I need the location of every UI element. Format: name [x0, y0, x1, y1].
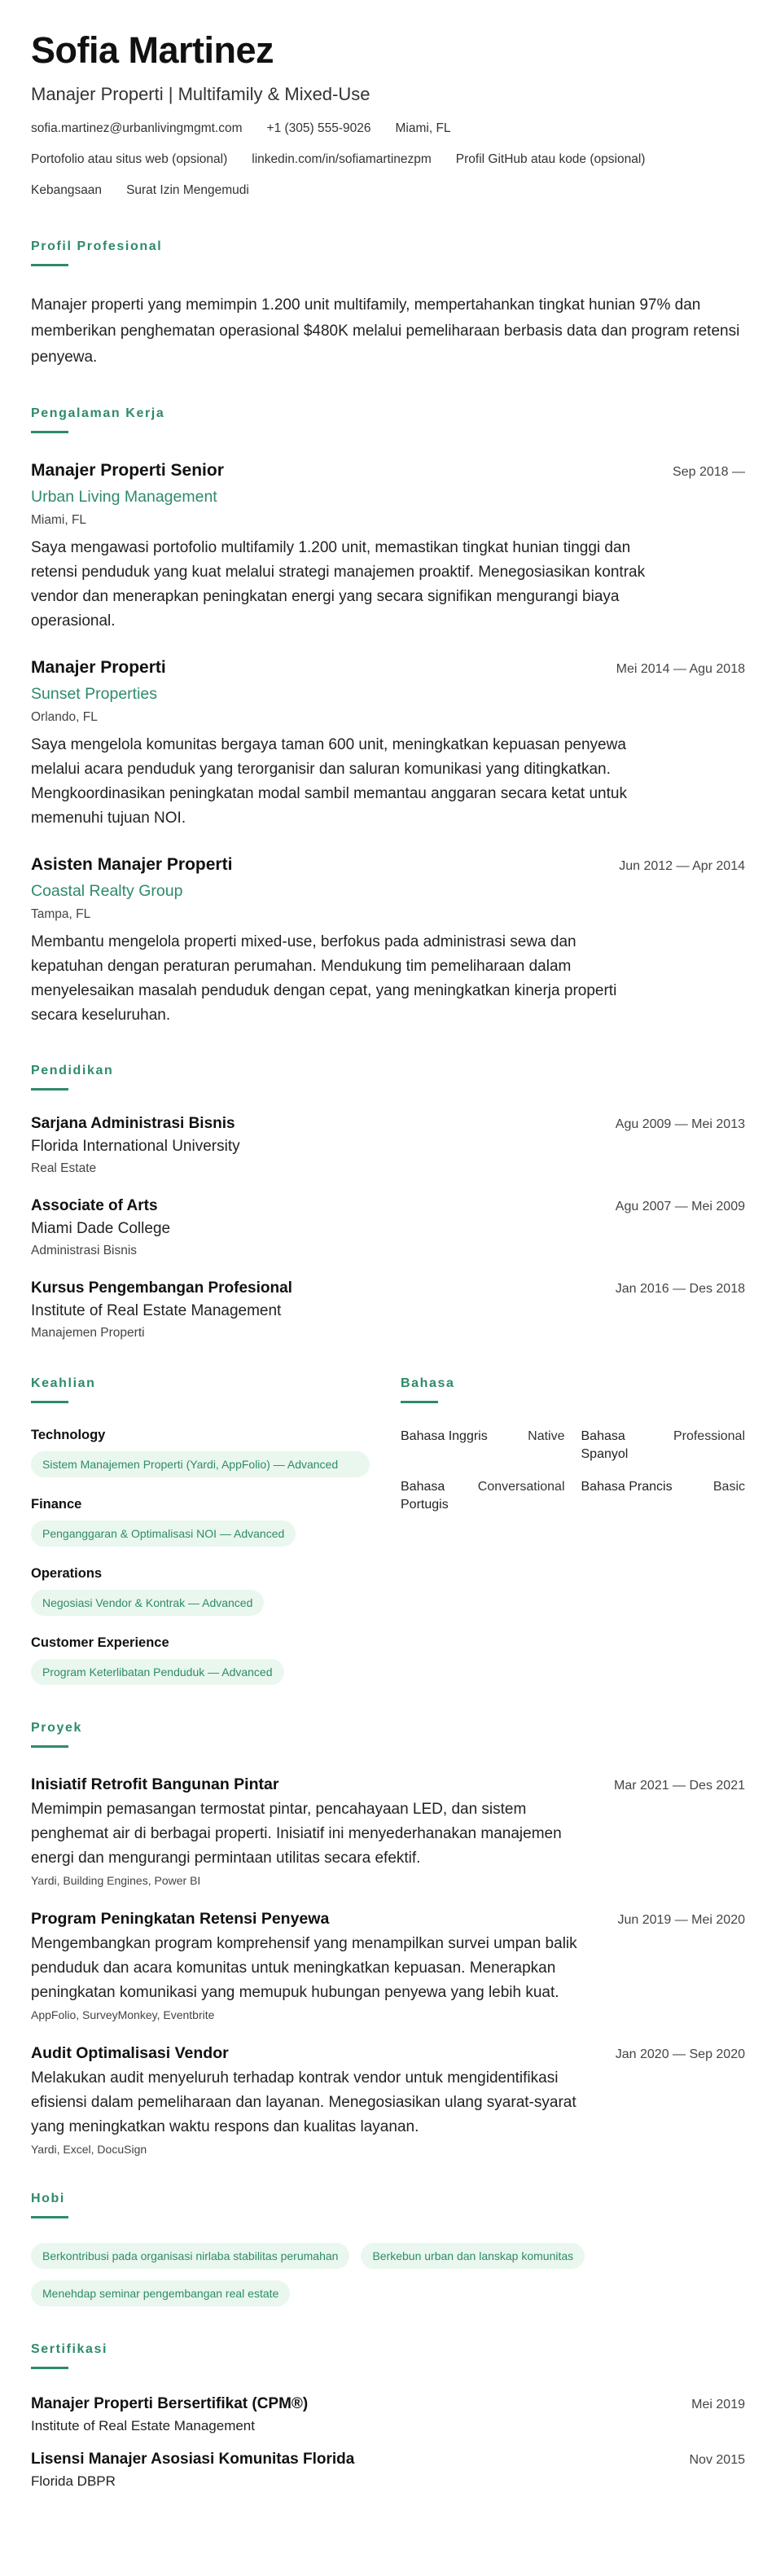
section-divider	[31, 1401, 68, 1403]
candidate-headline: Manajer Properti | Multifamily & Mixed-Use	[31, 84, 370, 104]
certification-title: Manajer Properti Bersertifikat (CPM®)	[31, 2395, 309, 2412]
job-location: Miami, FL	[31, 513, 87, 527]
project-date: Jun 2019 — Mei 2020	[617, 1913, 745, 1927]
section-title: Bahasa	[401, 1376, 455, 1390]
job-date: Sep 2018 —	[673, 465, 745, 479]
resume-header	[31, 29, 745, 210]
education-section	[31, 1064, 745, 1341]
job-entry	[31, 658, 745, 831]
skill-category: Technology	[31, 1428, 106, 1442]
field-of-study: Administrasi Bisnis	[31, 1244, 138, 1257]
hobby-chip: Berkebun urban dan lanskap komunitas	[361, 2243, 585, 2269]
nationality: Kebangsaan	[31, 183, 103, 197]
section-title: Profil Profesional	[31, 239, 163, 253]
skill-category: Customer Experience	[31, 1635, 169, 1650]
job-title: Manajer Properti Senior	[31, 461, 224, 480]
linkedin-link[interactable]: linkedin.com/in/sofiamartinezpm	[252, 152, 432, 166]
project-description: Melakukan audit menyeluruh terhadap kontrak vendor untuk mengidentifikasi efisiensi dalam pemeliharaan dan layanan. Menegosiasikan ulang syarat-syarat yang meningkatkan waktu respons dan kualitas layanan.	[31, 2069, 577, 2135]
skill-chip: Penganggaran & Optimalisasi NOI — Advanced	[31, 1521, 296, 1547]
degree-title: Kursus Pengembangan Profesional	[31, 1279, 292, 1297]
project-title: Inisiatif Retrofit Bangunan Pintar	[31, 1775, 279, 1793]
projects-section	[31, 1721, 745, 2156]
education-date: Jan 2016 — Des 2018	[615, 1282, 745, 1296]
project-title: Audit Optimalisasi Vendor	[31, 2044, 229, 2062]
project-tools: Yardi, Building Engines, Power BI	[31, 1874, 201, 1887]
project-tools: Yardi, Excel, DocuSign	[31, 2143, 147, 2156]
job-entry	[31, 855, 745, 1028]
skill-category: Operations	[31, 1566, 103, 1581]
skill-category: Finance	[31, 1497, 82, 1512]
language-level: Native	[528, 1429, 565, 1443]
job-description: Saya mengelola komunitas bergaya taman 600 unit, meningkatkan kepuasan penyewa melalui acara penduduk yang terorganisir dan saluran komunikasi yang ditingkatkan. Mengkoordinasikan peningkatan modal sambil memantau anggaran secara ketat untuk memenuhi tujuan NOI.	[31, 736, 627, 827]
languages-section	[401, 1376, 745, 1685]
section-divider	[31, 2367, 68, 2369]
email-link[interactable]: sofia.martinez@urbanlivingmgmt.com	[31, 121, 243, 135]
section-title: Pendidikan	[31, 1064, 114, 1077]
job-location: Orlando, FL	[31, 710, 98, 724]
location: Miami, FL	[395, 121, 451, 135]
github-link[interactable]: Profil GitHub atau kode (opsional)	[455, 152, 646, 166]
project-tools: AppFolio, SurveyMonkey, Eventbrite	[31, 2008, 215, 2021]
language-item	[581, 1478, 746, 1514]
job-title: Manajer Properti	[31, 658, 166, 677]
language-name: Bahasa Portugis	[401, 1480, 449, 1512]
degree-title: Sarjana Administrasi Bisnis	[31, 1115, 235, 1132]
education-entry	[31, 1115, 745, 1176]
phone-number: +1 (305) 555-9026	[266, 121, 371, 135]
project-entry	[31, 2044, 745, 2156]
section-divider	[31, 2216, 68, 2218]
job-description: Membantu mengelola properti mixed-use, berfokus pada administrasi sewa dan kepatuhan dengan peraturan perumahan. Mendukung tim pemeliharaan dalam menyelesaikan masalah penduduk dengan cepat, yang meningkatkan kinerja properti secara keseluruhan.	[31, 933, 617, 1024]
portfolio-link[interactable]: Portofolio atau situs web (opsional)	[31, 152, 228, 166]
certification-issuer: Florida DBPR	[31, 2473, 116, 2489]
company-name: Coastal Realty Group	[31, 882, 183, 900]
section-title: Hobi	[31, 2192, 65, 2205]
hobby-chip: Berkontribusi pada organisasi nirlaba stabilitas perumahan	[31, 2243, 349, 2269]
skill-chip: Negosiasi Vendor & Kontrak — Advanced	[31, 1590, 264, 1616]
school-name: Institute of Real Estate Management	[31, 1302, 282, 1319]
personal-row	[31, 182, 745, 210]
language-level: Conversational	[477, 1480, 565, 1494]
job-title: Asisten Manajer Properti	[31, 855, 233, 874]
language-item	[401, 1478, 565, 1514]
skill-chip: Sistem Manajemen Properti (Yardi, AppFolio) — Advanced	[31, 1451, 370, 1477]
company-name: Sunset Properties	[31, 685, 158, 703]
section-title: Sertifikasi	[31, 2342, 108, 2356]
education-date: Agu 2007 — Mei 2009	[615, 1200, 745, 1213]
certifications-section	[31, 2342, 745, 2490]
certification-entry	[31, 2395, 745, 2434]
language-name: Bahasa Inggris	[401, 1429, 488, 1443]
job-entry	[31, 461, 745, 634]
project-description: Mengembangkan program komprehensif yang menampilkan survei umpan balik penduduk dan acara komunitas untuk meningkatkan kepuasan. Menerapkan peningkatan komunikasi yang memupuk hubungan penyewa yang lebih kuat.	[31, 1935, 577, 2001]
project-date: Jan 2020 — Sep 2020	[615, 2047, 745, 2061]
certification-title: Lisensi Manajer Asosiasi Komunitas Florida	[31, 2451, 355, 2468]
language-item	[581, 1428, 746, 1464]
school-name: Miami Dade College	[31, 1220, 171, 1237]
job-date: Mei 2014 — Agu 2018	[616, 662, 745, 676]
driver-license: Surat Izin Mengemudi	[126, 183, 249, 197]
language-level: Professional	[673, 1429, 745, 1443]
skill-chip: Program Keterlibatan Penduduk — Advanced	[31, 1659, 284, 1685]
section-divider	[31, 1745, 68, 1748]
section-title: Keahlian	[31, 1376, 96, 1390]
contact-info	[31, 121, 745, 148]
candidate-name: Sofia Martinez	[31, 29, 274, 71]
language-name: Bahasa Prancis	[581, 1480, 673, 1494]
language-name: Bahasa Spanyol	[581, 1429, 629, 1461]
school-name: Florida International University	[31, 1138, 240, 1155]
certification-date: Nov 2015	[689, 2453, 745, 2467]
job-description: Saya mengawasi portofolio multifamily 1.200 unit, memastikan tingkat hunian tinggi dan retensi penduduk yang kuat melalui strategi manajemen proaktif. Menegosiasikan kontrak vendor dan menerapkan peningkatan energi yang secara signifikan mengurangi biaya operasional.	[31, 539, 646, 630]
job-date: Jun 2012 — Apr 2014	[619, 859, 745, 873]
hobby-chip: Menehdap seminar pengembangan real estate	[31, 2280, 290, 2306]
summary-section	[31, 239, 745, 371]
language-level: Basic	[712, 1480, 745, 1494]
education-date: Agu 2009 — Mei 2013	[615, 1117, 745, 1131]
languages-grid	[401, 1428, 745, 1514]
section-divider	[31, 431, 68, 433]
skills-languages-row	[31, 1376, 745, 1685]
hobbies-section	[31, 2192, 745, 2318]
links-row	[31, 151, 745, 179]
certification-date: Mei 2019	[691, 2398, 745, 2411]
certification-issuer: Institute of Real Estate Management	[31, 2418, 255, 2433]
project-entry	[31, 1775, 745, 1887]
section-title: Pengalaman Kerja	[31, 406, 165, 420]
company-name: Urban Living Management	[31, 488, 217, 506]
section-divider	[401, 1401, 438, 1403]
field-of-study: Real Estate	[31, 1161, 97, 1175]
certification-entry	[31, 2451, 745, 2490]
education-entry	[31, 1197, 745, 1258]
field-of-study: Manajemen Properti	[31, 1326, 145, 1340]
section-divider	[31, 1088, 68, 1091]
skills-section	[31, 1376, 370, 1685]
project-entry	[31, 1910, 745, 2021]
education-entry	[31, 1279, 745, 1341]
language-item	[401, 1428, 565, 1464]
degree-title: Associate of Arts	[31, 1197, 158, 1214]
project-date: Mar 2021 — Des 2021	[614, 1779, 745, 1793]
summary-text: Manajer properti yang memimpin 1.200 unit multifamily, mempertahankan tingkat hunian 97% dan memberikan penghematan operasional $480K melalui pemeliharaan berbasis data dan program retensi penyewa.	[31, 296, 740, 366]
job-location: Tampa, FL	[31, 907, 91, 921]
project-title: Program Peningkatan Retensi Penyewa	[31, 1910, 330, 1928]
experience-section	[31, 406, 745, 1028]
section-title: Proyek	[31, 1721, 82, 1735]
section-divider	[31, 264, 68, 266]
hobby-chips	[31, 2243, 745, 2318]
project-description: Memimpin pemasangan termostat pintar, pencahayaan LED, dan sistem penghemat air di berbagai properti. Inisiatif ini menyederhanakan manajemen energi dan mengurangi permintaan utilitas secara efektif.	[31, 1801, 562, 1867]
